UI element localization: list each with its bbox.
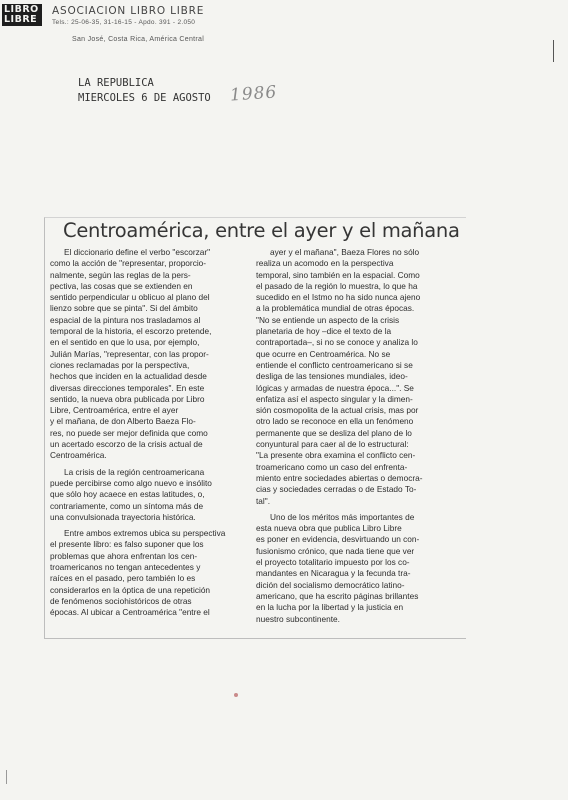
article-line: res, no puede ser mejor definida que como — [50, 427, 208, 438]
article-paragraph — [256, 247, 455, 507]
article-line: esta nueva obra que publica Libro Libre — [256, 523, 402, 534]
article-line: Libre, Centroamérica, entre el ayer — [50, 405, 179, 416]
article-line: el proyecto totalitario impuesto por los co- — [256, 557, 410, 568]
article-line: en el sentido en que lo usa, por ejemplo, — [50, 337, 200, 348]
article-line: ciones reclamadas por la perspectiva, — [50, 359, 190, 370]
article-paragraph — [50, 467, 246, 523]
source-stamp — [78, 76, 211, 106]
article-line: sentido, la nueva obra publicada por Libro — [50, 393, 205, 404]
article-line: planetaria de hoy –dice el texto de la — [256, 326, 392, 337]
article-line: otro lado se reconoce en ella un fenómeno — [256, 416, 414, 427]
article-line: es poner en evidencia, desvirtuando un con- — [256, 534, 420, 545]
article-paragraph — [256, 512, 455, 625]
article-line: Julián Marías, "representar, con las propor- — [50, 348, 209, 359]
article-line: desliga de las tensiones mundiales, ideo- — [256, 371, 408, 382]
article-line: el pasado de la región lo muestra, lo que ha — [256, 280, 418, 291]
article-line: hechos que inciden en la actualidad desde — [50, 371, 207, 382]
article-line: a la problemática mundial de otras épocas. — [256, 303, 415, 314]
article-line: problemas que ahora enfrentan los cen- — [50, 550, 198, 561]
article-line: sentido perpendicular u oblicuo al plano del — [50, 292, 210, 303]
publication-date: MIERCOLES 6 DE AGOSTO — [78, 92, 211, 104]
article-line: La crisis de la región centroamericana — [64, 466, 205, 477]
article-line: Centroamérica. — [50, 450, 107, 461]
article-line: El diccionario define el verbo "escorzar" — [64, 247, 211, 257]
article-line: troamericano como un caso del enfrenta- — [256, 461, 408, 472]
article-line: espacial de la pintura nos trasladamos al — [50, 314, 201, 325]
article-line: ayer y el mañana", Baeza Flores no sólo — [270, 247, 420, 257]
article-line: considerarlos en la óptica de una repetición — [50, 584, 211, 595]
article-line: pectiva, las cosas que se extienden en — [50, 280, 193, 291]
article-line: una convulsionada trayectoria histórica. — [50, 511, 196, 522]
article-line: conyuntural para caer al de lo estructural: — [256, 439, 409, 450]
article-line: troamericanos no tengan antecedentes y — [50, 562, 201, 573]
article-line: puede percibirse como algo nuevo e insólito — [50, 477, 212, 488]
article-line: temporal, sino también en la espacial. Como — [256, 269, 420, 280]
article-line: nalmente, según las reglas de la pers- — [50, 269, 191, 280]
article-line: y el mañana, de don Alberto Baeza Flo- — [50, 416, 196, 427]
article-line: enfatiza así el aspecto singular y la dimen- — [256, 393, 413, 404]
article-line: temporal de la historia, el escorzo pretende, — [50, 326, 212, 337]
article-line: sión cosmopolita de la actual crisis, mas por — [256, 405, 419, 416]
red-ink-dot — [234, 693, 238, 697]
article-line: contraportada–, si no se conoce y analiza lo — [256, 337, 418, 348]
article-line: mandantes en Nicaragua y la fecunda tra- — [256, 568, 411, 579]
article-line: diversas direcciones temporales". En este — [50, 382, 205, 393]
letterhead-name: ASOCIACION LIBRO LIBRE — [52, 5, 205, 17]
article-left-column — [50, 247, 246, 624]
article-line: americano, que ha escrito páginas brillantes — [256, 590, 419, 601]
logo-line-1: LIBRO — [4, 4, 39, 15]
article-line: épocas. Al ubicar a Centroamérica "entre el — [50, 607, 210, 618]
article-line: nuestro subcontinente. — [256, 613, 340, 624]
edge-mark — [6, 770, 7, 784]
article-line: miento entre sociedades abiertas o democra- — [256, 472, 423, 483]
article-line: entiende el conflicto centroamericano si se — [256, 359, 413, 370]
article-line: tal". — [256, 495, 271, 506]
article-line: el presente libro: es falso suponer que los — [50, 539, 204, 550]
article-headline: Centroamérica, entre el ayer y el mañana — [63, 219, 460, 242]
article-line: "La presente obra examina el conflicto cen- — [256, 450, 416, 461]
article-line: raíces en el pasado, pero también lo es — [50, 573, 196, 584]
libro-libre-logo — [2, 4, 42, 26]
article-line: Entre ambos extremos ubica su perspectiva — [64, 528, 226, 539]
article-paragraph — [50, 528, 246, 618]
article-line: de fenómenos sociohistóricos de otras — [50, 595, 192, 606]
article-paragraph — [50, 247, 246, 462]
article-line: como la acción de "representar, proporcio- — [50, 258, 207, 269]
article-line: Uno de los méritos más importantes de — [270, 511, 415, 522]
letterhead-phone: Tels.: 25-06-35, 31-16-15 - Apdo. 391 - 2.050 — [52, 19, 196, 26]
article-line: sucedido en el Istmo no ha sido nunca ajeno — [256, 292, 421, 303]
article-line: "No se entiende un aspecto de la crisis — [256, 314, 400, 325]
article-right-column — [256, 247, 455, 630]
article-line: cias y sociedades cerradas o de Estado To- — [256, 484, 417, 495]
article-line: lógicas y armadas de nuestra época...". Se — [256, 382, 414, 393]
margin-mark — [553, 40, 554, 62]
article-line: contrariamente, como un síntoma más de — [50, 500, 204, 511]
article-line: que sólo hoy acaece en estas latitudes, o, — [50, 489, 205, 500]
article-line: fusionismo crónico, que nada tiene que ver — [256, 545, 415, 556]
logo-line-2: LIBRE — [4, 14, 38, 25]
article-line: dición del socialismo democrático latino- — [256, 579, 405, 590]
article-line: en la lucha por la libertad y la justicia en — [256, 602, 404, 613]
article-line: realiza un acomodo en la perspectiva — [256, 258, 394, 269]
article-line: lienzo sobre que se pinta". Si del ámbito — [50, 303, 198, 314]
letterhead-address: San José, Costa Rica, América Central — [72, 36, 205, 43]
newspaper-name: LA REPUBLICA — [78, 77, 154, 89]
handwritten-year: 1986 — [229, 82, 278, 106]
article-line: permanente que se desliza del plano de lo — [256, 427, 412, 438]
article-line: que ocurre en Centroamérica. No se — [256, 348, 391, 359]
article-line: un acertado escorzo de la crisis actual de — [50, 439, 203, 450]
